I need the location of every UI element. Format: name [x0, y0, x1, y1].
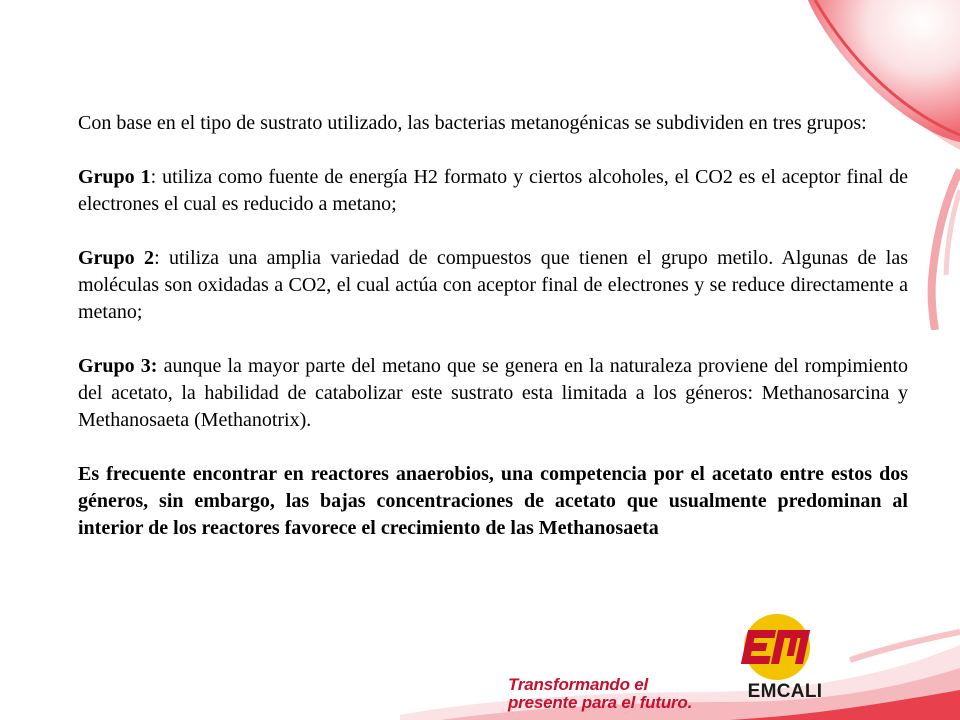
group-3-paragraph [78, 353, 908, 434]
intro-text: Con base en el tipo de sustrato utilizado, las bacterias metanogénicas se subdividen en tres grupos: [78, 112, 867, 134]
slide-body [78, 110, 908, 542]
group-2-label: Grupo 2 [78, 247, 155, 269]
conclusion-text: Es frecuente encontrar en reactores anaerobios, una competencia por el acetato entre estos dos géneros, sin embargo, las bajas concentraciones de acetato que usualmente predominan al interior de los reactores favorece el crecimiento de las Methanosaeta [78, 463, 908, 539]
brand-name: EMCALI [747, 681, 823, 702]
group-1-paragraph [78, 164, 908, 218]
group-1-text: : utiliza como fuente de energía H2 formato y ciertos alcoholes, el CO2 es el aceptor final de electrones el cual es reducido a metano; [78, 166, 908, 215]
conclusion-paragraph [78, 461, 908, 542]
group-3-label: Grupo 3: [78, 355, 158, 377]
tagline-line-2: presente para el futuro. [508, 693, 693, 712]
tagline [508, 676, 692, 712]
intro-paragraph [78, 110, 908, 137]
group-1-label: Grupo 1 [78, 166, 151, 188]
group-2-paragraph [78, 245, 908, 326]
tagline-line-1: Transformando el [508, 675, 649, 694]
group-2-text: : utiliza una amplia variedad de compuestos que tienen el grupo metilo. Algunas de las moléculas son oxidadas a CO2, el cual actúa con aceptor final de electrones y se reduce directamente a metano; [78, 247, 908, 323]
group-3-text: aunque la mayor parte del metano que se genera en la naturaleza proviene del rompimiento del acetato, la habilidad de catabolizar este sustrato esta limitada a los géneros: Methanosarcina y Methanosaeta (Methanotrix). [78, 355, 909, 431]
